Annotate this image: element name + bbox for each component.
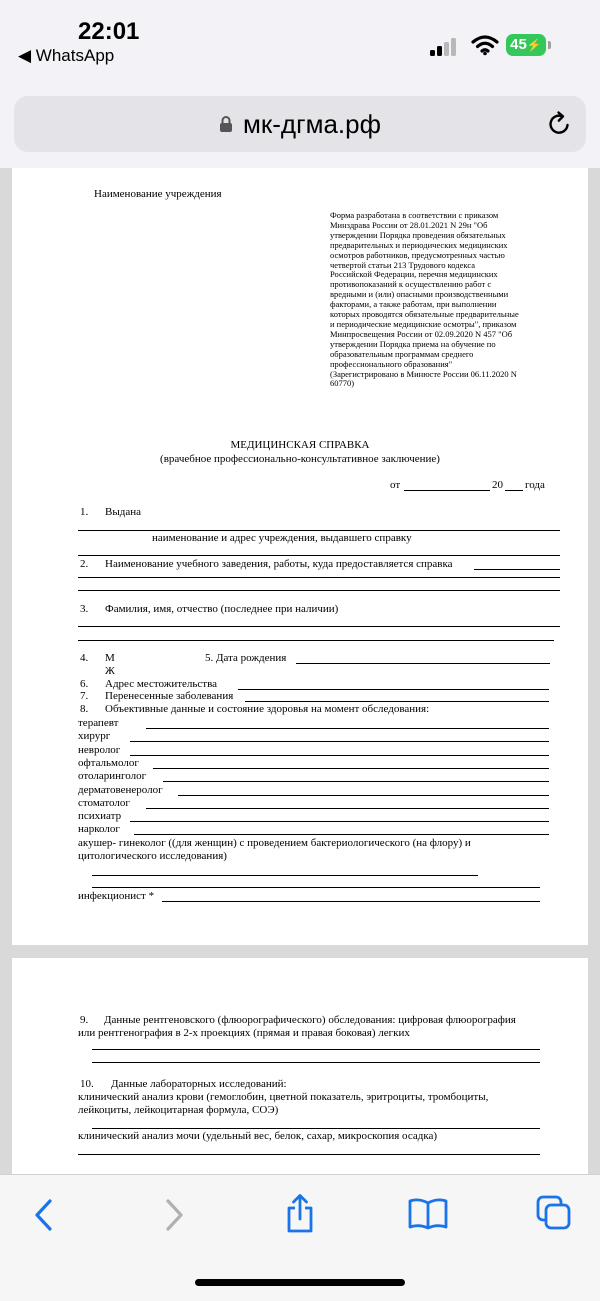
item-7-number: 7. — [80, 690, 89, 702]
lock-icon — [219, 115, 233, 133]
item-3-number: 3. — [80, 603, 89, 615]
issued-line — [78, 530, 560, 531]
document-subtitle: (врачебное профессионально-консультативное заключение) — [160, 453, 440, 465]
item-1-number: 1. — [80, 506, 89, 518]
doctor-label: офтальмолог — [78, 756, 139, 769]
date-blank — [404, 490, 490, 491]
doctor-signature-line — [153, 768, 549, 769]
diseases-line — [245, 701, 549, 702]
battery-indicator — [506, 34, 546, 56]
order-note-line: осмотров работников, предусмотренных частью — [330, 249, 505, 260]
back-icon[interactable] — [30, 1197, 58, 1233]
doctor-signature-line — [163, 781, 549, 782]
gynecologist-label-line-1: акушер- гинеколог ((для женщин) с проведением бактериологического (на флору) и — [78, 837, 471, 849]
fio-label: Фамилия, имя, отчество (последнее при наличии) — [105, 603, 339, 615]
cellular-signal-icon — [430, 36, 462, 56]
urine-test-line — [78, 1154, 540, 1155]
xray-line-1 — [92, 1049, 540, 1050]
date-suffix-label: года — [525, 479, 545, 491]
gynecologist-label-line-2: цитологического исследования) — [78, 850, 227, 862]
infectionist-label: инфекционист * — [78, 890, 155, 902]
order-note-line: Минпросвещения России от 02.09.2020 N 457 "Об — [330, 328, 513, 339]
bookmarks-icon[interactable] — [407, 1197, 449, 1231]
doctor-signature-line — [146, 808, 549, 809]
sex-female-label: Ж — [105, 665, 115, 677]
pdf-viewer[interactable] — [0, 168, 600, 1174]
item-8-number: 8. — [80, 703, 89, 715]
school-label: Наименование учебного заведения, работы, куда предоставляется справка — [105, 558, 453, 570]
infectionist-line — [162, 901, 540, 902]
document-title: МЕДИЦИНСКАЯ СПРАВКА — [230, 439, 370, 451]
order-note-line: четвертой статьи 213 Трудового кодекса — [330, 259, 475, 270]
url-text[interactable]: мк-дгма.рф — [243, 108, 381, 139]
lab-label: Данные лабораторных исследований: — [111, 1078, 287, 1090]
status-bar — [0, 0, 600, 90]
order-note-line: и периодические медицинские осмотры", приказом — [330, 318, 517, 329]
doctor-signature-line — [130, 755, 549, 756]
document-page-2 — [12, 958, 588, 1174]
back-to-app-link[interactable]: ◀ WhatsApp — [18, 46, 115, 65]
doctor-signature-line — [134, 834, 549, 835]
fio-line-1 — [78, 626, 560, 627]
doctor-label: нарколог — [78, 823, 120, 836]
order-note-line: которых проводятся обязательные предварительные — [330, 309, 519, 320]
gynecologist-line-1 — [92, 875, 478, 876]
diseases-label: Перенесенные заболевания — [105, 690, 234, 702]
address-line — [238, 689, 549, 690]
blood-test-label-line-2: лейкоциты, лейкоцитарная формула, СОЭ) — [78, 1104, 279, 1116]
document-page-1 — [12, 168, 588, 945]
issued-hint: наименование и адрес учреждения, выдавшего справку — [152, 532, 412, 544]
share-icon[interactable] — [284, 1193, 316, 1235]
status-time: 22:01 — [78, 18, 140, 45]
order-note-line: утверждении Порядка приема на обучение по — [330, 338, 496, 349]
reload-icon[interactable] — [545, 110, 573, 138]
birth-date-label: 5. Дата рождения — [205, 652, 287, 664]
school-blank — [474, 569, 560, 570]
school-line-2 — [78, 590, 560, 591]
xray-label-line-2: или рентгенография в 2-х проекциях (прямая и правая боковая) легких — [78, 1027, 410, 1039]
order-note-line: Минздрава России от 28.01.2021 N 29н "Об — [330, 219, 488, 230]
doctor-signature-line — [130, 821, 549, 822]
year-blank — [505, 490, 523, 491]
doctor-signature-line — [146, 728, 549, 729]
doctor-label: невролог — [78, 743, 121, 756]
item-2-number: 2. — [80, 558, 89, 570]
battery-level: 45 — [510, 36, 527, 53]
battery-nub — [548, 41, 551, 49]
order-note-line: Российской Федерации, перечня медицинских — [330, 269, 498, 280]
doctor-signature-line — [178, 795, 549, 796]
fio-line-2 — [78, 640, 554, 641]
order-note-line: (Зарегистрировано в Минюсте России 06.11.2020 N — [330, 368, 517, 379]
order-note-line: 60770) — [330, 378, 355, 389]
institution-label: Наименование учреждения — [94, 188, 222, 200]
order-note-line: образовательным программам среднего — [330, 348, 474, 359]
charging-bolt-icon: ⚡ — [526, 38, 542, 52]
gynecologist-line-2 — [92, 887, 540, 888]
item-4-number: 4. — [80, 652, 89, 664]
order-note-line: профессионального образования" — [330, 358, 453, 369]
item-9-number: 9. — [80, 1014, 89, 1026]
order-note-line: утверждении Порядка проведения обязательных — [330, 229, 506, 240]
address-label: Адрес местожительства — [105, 678, 218, 690]
sex-male-label: М — [105, 652, 115, 664]
address-bar[interactable] — [14, 96, 586, 152]
tabs-icon[interactable] — [536, 1195, 572, 1231]
school-line-1 — [78, 577, 560, 578]
date-from-label: от — [390, 479, 401, 491]
home-indicator — [195, 1279, 405, 1286]
item-10-number: 10. — [80, 1078, 94, 1090]
doctor-label: психиатр — [78, 810, 122, 823]
item-6-number: 6. — [80, 678, 89, 690]
wifi-icon — [471, 34, 499, 56]
objective-label: Объективные данные и состояние здоровья на момент обследования: — [105, 703, 430, 715]
forward-icon[interactable] — [160, 1197, 188, 1233]
blood-test-label-line-1: клинический анализ крови (гемоглобин, цветной показатель, эритроциты, тромбоциты, — [78, 1091, 489, 1103]
blood-test-line — [92, 1128, 540, 1129]
doctor-label: отоларинголог — [78, 770, 147, 783]
xray-line-2 — [92, 1062, 540, 1063]
doctor-label: дерматовенеролог — [78, 783, 163, 796]
issued-label: Выдана — [105, 506, 141, 518]
order-note-line: Форма разработана в соответствии с приказом — [330, 210, 499, 220]
doctor-label: стоматолог — [78, 796, 130, 809]
order-reference-note — [330, 211, 519, 389]
separator-line — [78, 555, 560, 556]
urine-test-label: клинический анализ мочи (удельный вес, белок, сахар, микроскопия осадка) — [78, 1130, 438, 1142]
order-note-line: вредными и (или) опасными производственными — [330, 289, 509, 300]
doctor-label: хирург — [78, 730, 111, 743]
order-note-line: предварительных и периодических медицинских — [330, 239, 508, 250]
doctor-signature-line — [130, 741, 549, 742]
date-year-label: 20 — [492, 479, 503, 491]
order-note-line: факторами, а также работам, при выполнении — [330, 299, 497, 310]
doctor-label: терапевт — [78, 717, 119, 729]
order-note-line: противопоказаний к осуществлению работ с — [330, 279, 492, 290]
xray-label-line-1: Данные рентгеновского (флюорографического) обследования: цифровая флюорография — [104, 1014, 516, 1026]
birth-date-line — [296, 663, 550, 664]
